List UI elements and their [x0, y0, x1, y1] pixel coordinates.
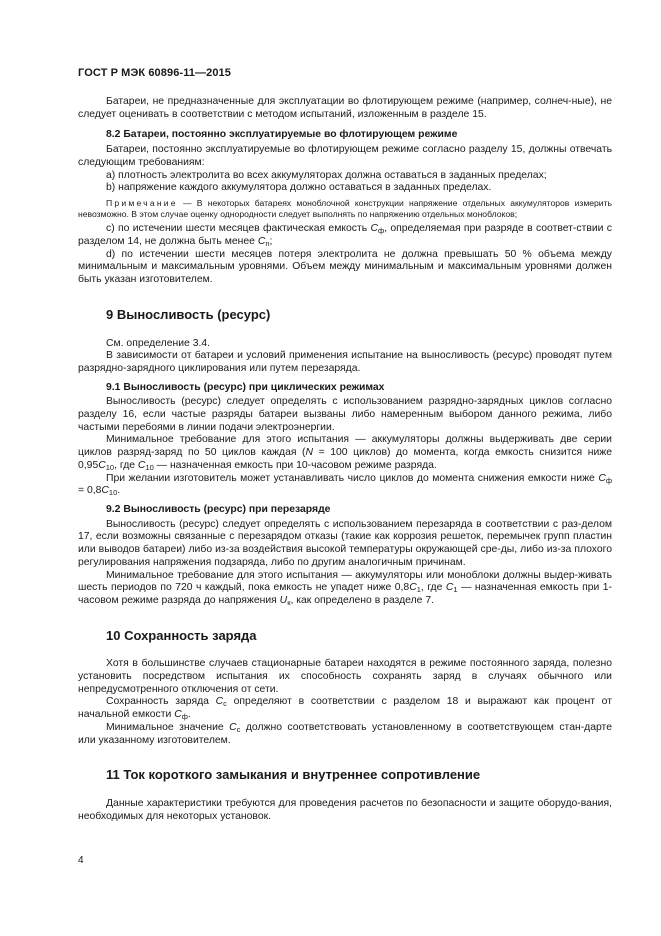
paragraph: В зависимости от батареи и условий применения испытание на выносливость (ресурс) проводят путем разрядно-зарядного циклирования или путем перезаряда. — [78, 350, 612, 374]
subsection-heading-8-2: 8.2 Батареи, постоянно эксплуатируемые во флотирующем режиме — [106, 129, 458, 141]
standard-header: ГОСТ Р МЭК 60896-11—2015 — [78, 67, 231, 79]
paragraph: Батареи, постоянно эксплуатируемые во флотирующем режиме согласно разделу 15, должны отвечать следующим требованиям: — [78, 144, 612, 168]
section-heading-10: 10 Сохранность заряда — [106, 627, 257, 643]
paragraph: Выносливость (ресурс) следует определять с использованием перезаряда в соответствии с раз-делом 17, если возможны связанные с перезарядом отказы (такие как коррозия решеток, перемычек групп пластин или выводов батареи) либо из-за воздействия высокой температуры окружающей сре-ды, либо из-за плохого регулирования напряжения подзаряда, либо по другим аналогичным причинам. — [78, 518, 612, 568]
paragraph: Батареи, не предназначенные для эксплуатации во флотирующем режиме (например, солнеч-ные), не следует оценивать в соответствии с методом испытаний, изложенным в разделе 15. — [78, 96, 612, 120]
paragraph: При желании изготовитель может устанавливать число циклов до момента снижения емкости ниже $C_ф = 0,8C_{10}$. — [78, 472, 612, 498]
paragraph: Данные характеристики требуются для проведения расчетов по безопасности и защите оборудо-вания, необходимых для некоторых установок. — [78, 797, 612, 822]
list-item-a: a) плотность электролита во всех аккумуляторах должна оставаться в заданных пределах; — [106, 169, 547, 181]
list-item-d: d) по истечении шести месяцев потеря электролита не должна превышать 50 % объема между минимальным и максимальным уровнями. Объем между минимальным и максимальным уровнями должен быть указан изготовителем. — [78, 248, 612, 286]
paragraph: Минимальное требование для этого испытания — аккумуляторы или моноблоки должны выдер-живать шесть периодов по 720 ч каждый, пока емкость не упадет ниже $0,8C_1$, где $C_1$ — назначенная емкость при 1-часовом режиме разряда до напряжения $U_к$, как определено в разделе 7. — [78, 569, 612, 607]
page-number: 4 — [78, 855, 84, 866]
paragraph: Минимальное значение $C_c$ должно соответствовать установленному в соответствующем стан-дарте или указанному изготовителем. — [78, 721, 612, 746]
paragraph: См. определение 3.4. — [106, 337, 211, 349]
paragraph: Хотя в большинстве случаев стационарные батареи находятся в режиме постоянного заряда, полезно установить посредством испытания их способность сохранять заряд в случаях обычного или непредусмотренного отключения от сети. — [78, 658, 612, 695]
note-label: Примечание — [106, 197, 178, 208]
subsection-heading-9-1: 9.1 Выносливость (ресурс) при циклических режимах — [106, 381, 385, 393]
list-item-b: b) напряжение каждого аккумулятора должно оставаться в заданных пределах. — [106, 182, 492, 194]
subsection-heading-9-2: 9.2 Выносливость (ресурс) при перезаряде — [106, 503, 331, 515]
paragraph: Выносливость (ресурс) следует определять с использованием разрядно-зарядных циклов согласно разделу 16, если частые разряды батареи вызваны либо намеренным выбором данного режима, либо частыми перебоями в линии подачи электроэнергии. — [78, 396, 612, 433]
paragraph: Минимальное требование для этого испытания — аккумуляторы должны выдерживать две серии циклов разряд-заряд по 50 циклов каждая (N = 100 циклов) до момента, когда емкость снизится ниже $0,95C_{10}$, где $C_{10}$ — назначенная емкость при 10-часовом режиме разряда. — [78, 434, 613, 472]
note — [78, 198, 612, 220]
section-heading-9: 9 Выносливость (ресурс) — [106, 306, 271, 322]
list-item-c: c) по истечении шести месяцев фактическая емкость $C_ф$, определяемая при разряде в соответ-ствии с разделом 14, не должна быть менее $C_n$; — [78, 223, 612, 249]
document-body — [78, 96, 612, 823]
note-text: — В некоторых батареях моноблочной конструкции напряжение отдельных аккумуляторов измерить невозможно. В этом случае оценку однородности следует выполнять по напряжению отдельных моноблоков; — [78, 197, 612, 220]
paragraph: Сохранность заряда $C_c$ определяют в соответствии с разделом 18 и выражают как процент от начальной емкости $C_ф$. — [78, 696, 612, 722]
section-heading-11: 11 Ток короткого замыкания и внутреннее сопротивление — [106, 767, 481, 783]
